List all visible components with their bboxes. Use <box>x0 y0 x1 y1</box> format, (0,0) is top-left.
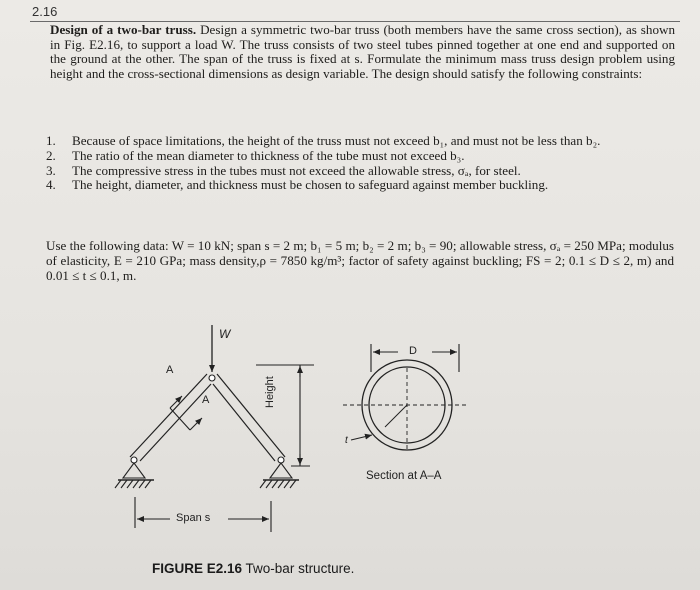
thickness-pointer <box>351 435 372 440</box>
problem-number: 2.16 <box>32 4 58 19</box>
section-label: Section at A–A <box>366 470 442 482</box>
constraint-number: 2. <box>46 147 56 163</box>
constraint-text: The ratio of the mean diameter to thickness of the tube must not exceed b₃. <box>72 147 465 163</box>
thickness-label: t <box>345 435 348 446</box>
problem-heading: Design of a two-bar truss. <box>50 22 197 37</box>
caption-label: FIGURE E2.16 <box>152 561 243 576</box>
constraint-text: The compressive stress in the tubes must not exceed the allowable stress, σₐ, for steel. <box>72 162 521 178</box>
section-marker-top: A <box>166 364 174 376</box>
figure-caption <box>152 561 354 576</box>
data-paragraph: Use the following data: W = 10 kN; span s = 2 m; b₁ = 5 m; b₂ = 2 m; b₃ = 90; allowable stress, σₐ = 250 MPa; modulus of elasticity, E = 210 GPa; mass density,ρ = 7850 kg/m³; factor of safety against buckling; FS = 2; 0.1 ≤ D ≤ 2, m) and 0.01 ≤ t ≤ 0.1, m. <box>46 238 674 283</box>
right-support <box>260 457 299 488</box>
constraint-number: 3. <box>46 162 56 178</box>
constraint-text: The height, diameter, and thickness must be chosen to safeguard against member buckling. <box>72 177 549 193</box>
section-cut-marker <box>170 396 202 430</box>
caption-text: Two-bar structure. <box>245 561 355 576</box>
tube-cross-section <box>343 360 468 452</box>
problem-text: Design a symmetric two-bar truss (both members have the same cross section), as shown in Fig. E2.16, to support a load W. The truss consists of two steel tubes pinned together at one end and supported on the ground at the other. The span of the truss is fixed at s. Formulate the minimum mass truss design problem using height and the cross-sectional dimensions as design variable. The design should satisfy the following constraints: <box>50 22 675 81</box>
span-label: Span s <box>176 512 211 524</box>
constraint-text: Because of space limitations, the height of the truss must not exceed b₁, and must not be less than b₂. <box>72 133 601 148</box>
height-label: Height <box>264 376 276 408</box>
load-label: W <box>219 327 231 341</box>
constraint-number: 1. <box>46 133 56 148</box>
top-pin <box>209 375 215 381</box>
diameter-label: D <box>409 345 417 357</box>
section-marker-inner: A <box>202 394 210 406</box>
left-support <box>115 457 154 488</box>
constraint-number: 4. <box>46 177 56 193</box>
left-member <box>130 374 211 461</box>
